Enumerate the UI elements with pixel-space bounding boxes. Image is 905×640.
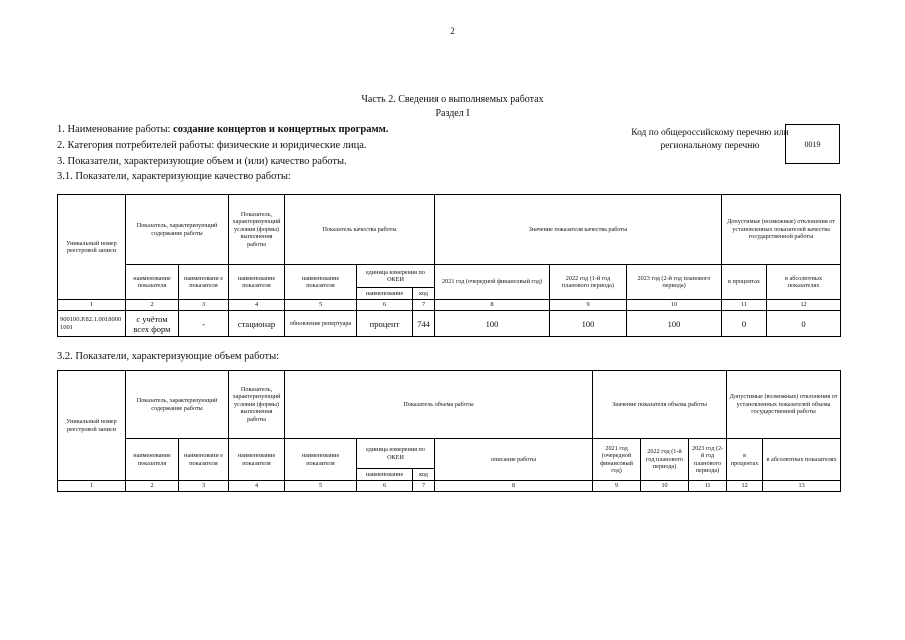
section-title: Раздел I	[435, 108, 470, 119]
value-2023-cell: 100	[627, 311, 722, 337]
code-label: Код по общероссийскому перечню или региональному перечню	[631, 128, 789, 151]
col-number: 2	[126, 481, 179, 492]
header-okei-name: наименование	[357, 288, 413, 300]
value-2021-cell: 100	[435, 311, 550, 337]
col-number: 5	[285, 300, 357, 311]
col-number: 1	[58, 300, 126, 311]
indicators-line: 3. Показатели, характеризующие объем и (или) качество работы.	[57, 156, 347, 167]
header-reg-num: Уникальный номер реестровой записи	[58, 371, 126, 481]
quality-table	[57, 194, 841, 337]
header-values: Значение показателя качества работы	[435, 195, 722, 265]
col-number: 1	[58, 481, 126, 492]
header-okei-code: код	[413, 288, 435, 300]
code-value: 0019	[804, 139, 821, 149]
col-number: 4	[229, 481, 285, 492]
header-okei: единица измерения по ОКЕИ	[357, 265, 435, 288]
column-numbers-row	[58, 300, 841, 311]
volume-indicators-heading: 3.2. Показатели, характеризующие объем работы:	[57, 351, 280, 362]
volume-table	[57, 370, 841, 492]
reg-number-cell: 900100.Р.82.1.00180001001	[58, 311, 126, 337]
header-okei-name: наименование	[357, 469, 413, 481]
col-number: 8	[435, 300, 550, 311]
code-value-box	[785, 124, 840, 164]
header-okei: единица измерения по ОКЕИ	[357, 439, 435, 469]
value-2022-cell: 100	[550, 311, 627, 337]
header-indicator-name: наименовани е показателя	[179, 265, 229, 300]
header-indicator-name: наименование показателя	[126, 265, 179, 300]
col-number: 5	[285, 481, 357, 492]
header-percent: в процентах	[727, 439, 763, 481]
header-content: Показатель, характеризующий содержание работы	[126, 195, 229, 265]
header-indicator-name: наименование показателя	[285, 439, 357, 481]
col-number: 4	[229, 300, 285, 311]
header-year-2023: 2023 год (2-й год планового периода)	[627, 265, 722, 300]
header-indicator-name: наименование показателя	[229, 265, 285, 300]
quality-indicator-cell: обновление репертуара	[285, 311, 357, 337]
header-indicator-name: наименование показателя	[126, 439, 179, 481]
consumers-line: 2. Категория потребителей работы: физические и юридические лица.	[57, 140, 367, 151]
column-numbers-row	[58, 481, 841, 492]
header-deviation: Допустимые (возможные) отклонения от установленных показателей объема государственной работы	[727, 371, 841, 439]
header-indicator-name: наименовани е показателя	[179, 439, 229, 481]
header-conditions: Показатель, характеризующий условия (формы) выполнения работы	[229, 371, 285, 439]
col-number: 3	[179, 481, 229, 492]
col-number: 9	[550, 300, 627, 311]
col-number: 7	[413, 481, 435, 492]
header-year-2023: 2023 год (2-й год планового периода)	[689, 439, 727, 481]
header-reg-num: Уникальный номер реестровой записи	[58, 195, 126, 300]
col-number: 11	[689, 481, 727, 492]
work-name-line	[57, 124, 388, 135]
deviation-percent-cell: 0	[722, 311, 767, 337]
header-values: Значение показателя объема работы	[593, 371, 727, 439]
header-year-2022: 2022 год (1-й год планового периода)	[641, 439, 689, 481]
col-number: 11	[722, 300, 767, 311]
header-quality: Показатель качества работы	[285, 195, 435, 265]
col-number: 6	[357, 481, 413, 492]
header-indicator-name: наименование показателя	[229, 439, 285, 481]
header-year-2021: 2021 год (очередной финансовый год)	[593, 439, 641, 481]
col-number: 10	[627, 300, 722, 311]
work-name-value: создание концертов и концертных программ.	[173, 124, 389, 135]
col-number: 9	[593, 481, 641, 492]
col-number: 12	[767, 300, 841, 311]
col-number: 2	[126, 300, 179, 311]
header-okei-code: код	[413, 469, 435, 481]
content-cell: -	[179, 311, 229, 337]
header-description: описание работы	[435, 439, 593, 481]
col-number: 6	[357, 300, 413, 311]
col-number: 12	[727, 481, 763, 492]
header-conditions: Показатель, характеризующий условия (формы) выполнения работы	[229, 195, 285, 265]
page-number: 2	[450, 26, 455, 36]
quality-indicators-heading: 3.1. Показатели, характеризующие качество работы:	[57, 171, 291, 182]
deviation-absolute-cell: 0	[767, 311, 841, 337]
col-number: 7	[413, 300, 435, 311]
okei-name-cell: процент	[357, 311, 413, 337]
header-absolute: в абсолютных показателях	[763, 439, 841, 481]
content-cell: с учётом всех форм	[126, 311, 179, 337]
col-number: 10	[641, 481, 689, 492]
header-percent: в процентах	[722, 265, 767, 300]
table-row	[58, 311, 841, 337]
condition-cell: стационар	[229, 311, 285, 337]
work-name-label: 1. Наименование работы:	[57, 124, 171, 135]
header-absolute: в абсолютных показателях	[767, 265, 841, 300]
col-number: 3	[179, 300, 229, 311]
header-content: Показатель, характеризующий содержание работы	[126, 371, 229, 439]
okei-code-cell: 744	[413, 311, 435, 337]
header-volume: Показатель объема работы	[285, 371, 593, 439]
header-year-2022: 2022 год (1-й год планового периода)	[550, 265, 627, 300]
header-deviation: Допустимые (возможные) отклонения от установленных показателей качества государственной работы	[722, 195, 841, 265]
header-indicator-name: наименование показателя	[285, 265, 357, 300]
col-number: 8	[435, 481, 593, 492]
header-year-2021: 2021 год (очередной финансовый год)	[435, 265, 550, 300]
part-title: Часть 2. Сведения о выполняемых работах	[361, 94, 544, 105]
col-number: 13	[763, 481, 841, 492]
